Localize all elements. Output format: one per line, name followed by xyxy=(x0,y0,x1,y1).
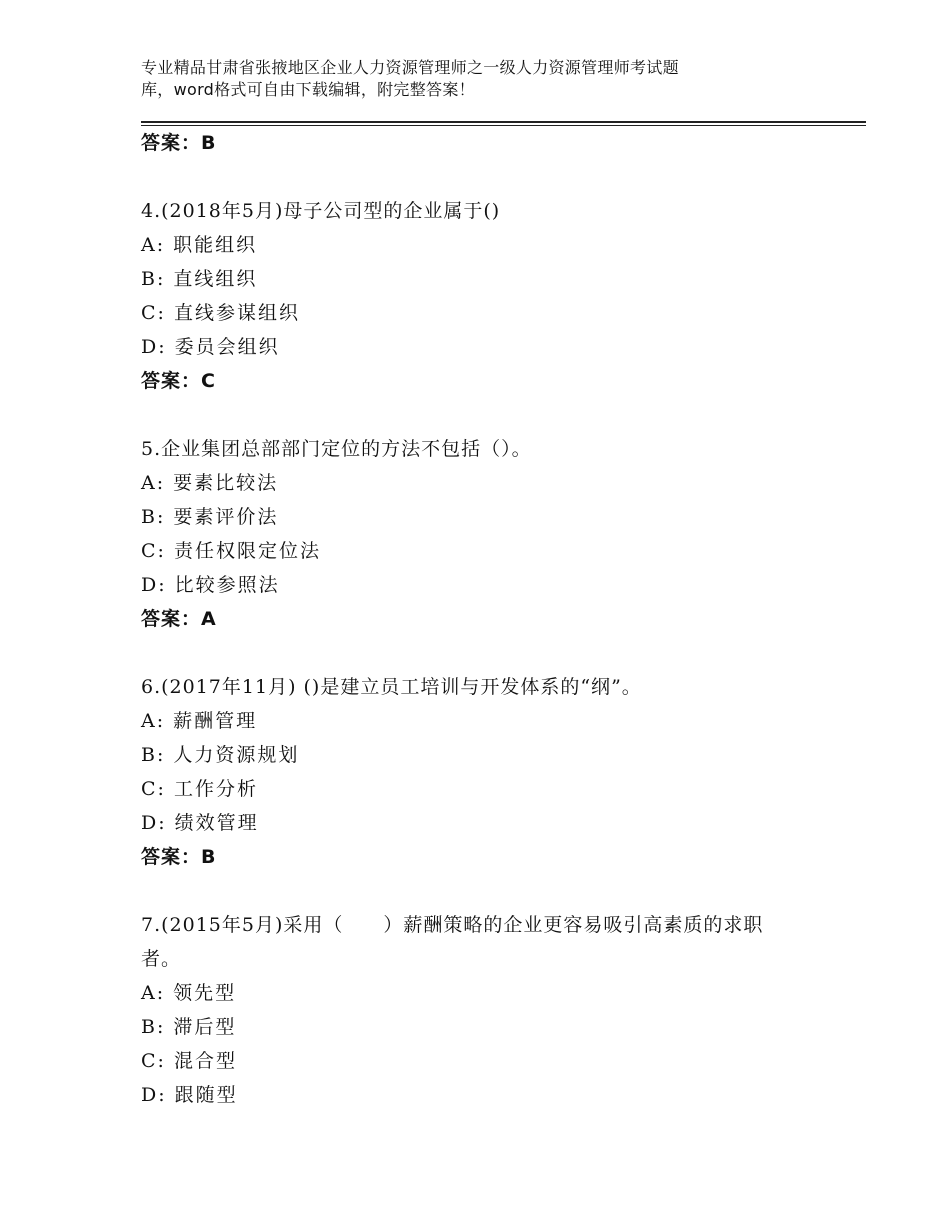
option-d: D: 委员会组织 xyxy=(141,336,280,358)
spacer xyxy=(141,398,841,432)
question-answer: 答案：A xyxy=(141,608,217,630)
option-b: B: 滞后型 xyxy=(141,1016,237,1038)
header-title-line-2: 库，word格式可自由下载编辑，附完整答案！ xyxy=(141,80,475,99)
option-c: C: 混合型 xyxy=(141,1050,237,1072)
question-text: 4.(2018年5月)母子公司型的企业属于() xyxy=(141,200,501,222)
option-d: D: 比较参照法 xyxy=(141,574,280,596)
question-text: 5.企业集团总部部门定位的方法不包括（）。 xyxy=(141,438,532,460)
question-text: 6.(2017年11月) ()是建立员工培训与开发体系的“纲”。 xyxy=(141,676,642,698)
option-a: A: 领先型 xyxy=(141,982,237,1004)
option-d: D: 绩效管理 xyxy=(141,812,259,834)
question-text: 7.(2015年5月)采用（ ）薪酬策略的企业更容易吸引高素质的求职者。 xyxy=(141,914,764,970)
option-c: C: 责任权限定位法 xyxy=(141,540,321,562)
question-block xyxy=(141,432,841,636)
option-a: A: 薪酬管理 xyxy=(141,710,258,732)
option-b: B: 人力资源规划 xyxy=(141,744,300,766)
spacer xyxy=(141,160,841,194)
option-d: D: 跟随型 xyxy=(141,1084,238,1106)
document-header xyxy=(141,57,781,101)
option-b: B: 要素评价法 xyxy=(141,506,279,528)
header-rule-thick xyxy=(141,121,866,123)
question-block xyxy=(141,194,841,398)
option-b: B: 直线组织 xyxy=(141,268,258,290)
option-c: C: 工作分析 xyxy=(141,778,258,800)
header-title-line-1: 专业精品甘肃省张掖地区企业人力资源管理师之一级人力资源管理师考试题 xyxy=(141,58,679,77)
question-block xyxy=(141,670,841,874)
spacer xyxy=(141,874,841,908)
option-a: A: 职能组织 xyxy=(141,234,258,256)
option-a: A: 要素比较法 xyxy=(141,472,279,494)
spacer xyxy=(141,636,841,670)
question-list xyxy=(141,126,841,1112)
option-c: C: 直线参谋组织 xyxy=(141,302,300,324)
previous-answer: 答案：B xyxy=(141,132,217,154)
question-answer: 答案：B xyxy=(141,846,217,868)
question-answer: 答案：C xyxy=(141,370,216,392)
question-block xyxy=(141,908,841,1112)
